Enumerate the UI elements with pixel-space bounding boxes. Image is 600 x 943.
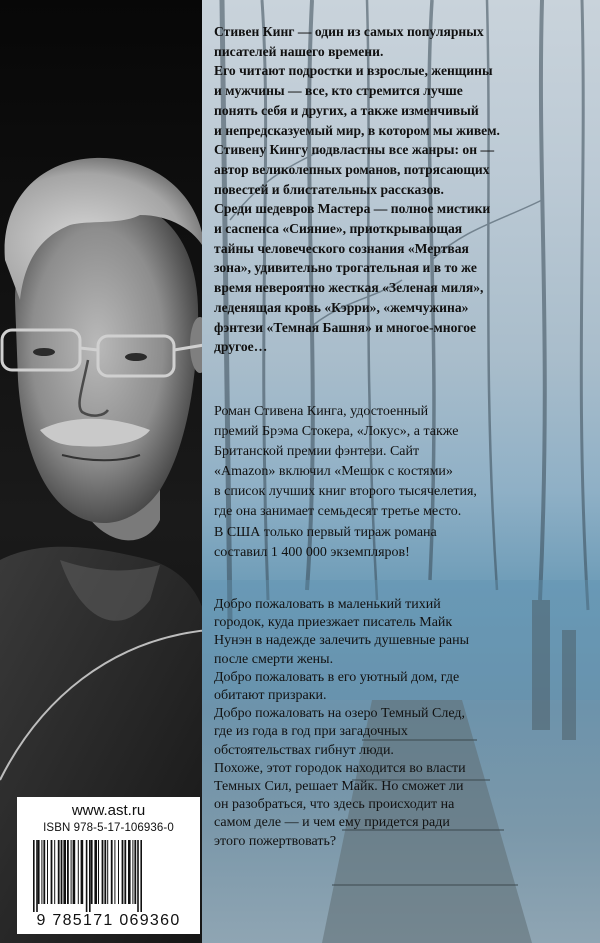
isbn-label: ISBN 978-5-17-106936-0 (43, 822, 174, 834)
text-line: «Amazon» включил «Мешок с костями» (214, 464, 453, 480)
text-line: премий Брэма Стокера, «Локус», а также (214, 424, 459, 440)
publisher-website[interactable]: www.ast.ru (71, 802, 146, 819)
text-line: где она занимает семьдесят третье место. (214, 504, 462, 520)
text-line: Его читают подростки и взрослые, женщины (214, 63, 493, 79)
barcode-digits: 9 785171 069360 (36, 912, 181, 929)
text-line: самом деле — и чем ему придется ради (214, 815, 450, 831)
text-line: и саспенса «Сияние», приоткрывающая (214, 221, 463, 237)
text-line: он разобраться, что здесь происходит на (214, 797, 455, 813)
text-line: и непредсказуемый мир, в котором мы живем. (214, 122, 500, 138)
text-line: Темных Сил, решает Майк. Но сможет ли (214, 779, 464, 795)
text-line: Стивен Кинг — один из самых популярных (214, 24, 484, 39)
text-line: Нунэн в надежде залечить душевные раны (214, 633, 469, 649)
text-line: обитают призраки. (214, 688, 327, 704)
text-line: понять себя и других, а также изменчивый (214, 102, 479, 118)
text-line: писателей нашего времени. (214, 43, 384, 59)
text-line: фэнтези «Темная Башня» и многое-многое (214, 319, 477, 335)
text-line: после смерти жены. (214, 651, 334, 667)
award-text (214, 402, 590, 563)
barcode-bars (29, 840, 191, 912)
plot-text (214, 596, 590, 851)
text-line: зона», удивительно трогательная и в то же (214, 260, 477, 276)
text-line: и мужчины — все, кто стремится лучше (214, 83, 463, 99)
author-intro-text (214, 22, 590, 357)
text-line: время невероятно жесткая «Зеленая миля», (214, 280, 484, 296)
text-line: Роман Стивена Кинга, удостоенный (214, 404, 429, 419)
text-line: Британской премии фэнтези. Сайт (214, 444, 420, 460)
text-line: этого пожертвовать? (214, 833, 337, 849)
text-line: в список лучших книг второго тысячелетия, (214, 484, 477, 500)
text-line: леденящая кровь «Кэрри», «жемчужина» (214, 299, 469, 315)
text-line: городок, куда приезжает писатель Майк (214, 615, 453, 631)
text-line: повестей и блистательных рассказов. (214, 181, 444, 197)
text-line: другое… (214, 339, 268, 355)
author-photo-panel (0, 0, 208, 943)
barcode-box (17, 797, 200, 934)
text-line: Добро пожаловать в маленький тихий (214, 597, 441, 612)
text-line: обстоятельствах гибнут люди. (214, 742, 394, 758)
text-line: автор великолепных романов, потрясающих (214, 161, 490, 177)
forest-background-panel (202, 0, 600, 943)
text-line: составил 1 400 000 экземпляров! (214, 544, 410, 560)
text-line: тайны человеческого сознания «Мертвая (214, 240, 469, 256)
text-line: Среди шедевров Мастера — полное мистики (214, 201, 491, 217)
text-line: Стивену Кингу подвластны все жанры: он — (214, 142, 495, 158)
text-line: Добро пожаловать в его уютный дом, где (214, 669, 460, 685)
text-line: Похоже, этот городок находится во власти (214, 760, 466, 776)
text-line: где из года в год при загадочных (214, 724, 408, 740)
text-line: Добро пожаловать на озеро Темный След, (214, 706, 466, 722)
text-line: В США только первый тираж романа (214, 524, 437, 540)
